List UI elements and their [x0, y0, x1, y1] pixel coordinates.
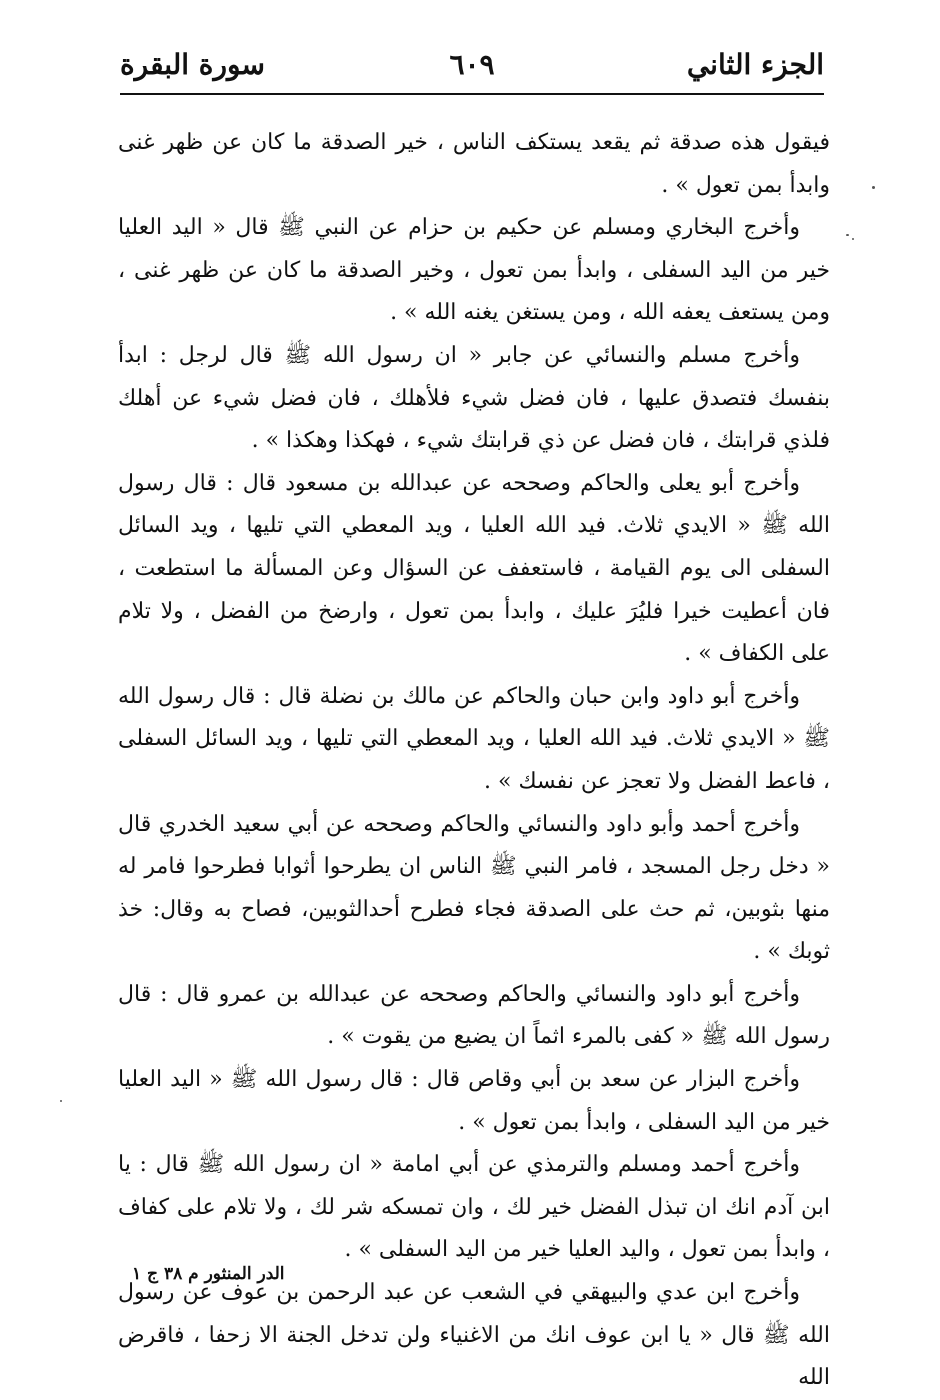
scan-speck: [846, 234, 849, 236]
paragraph: وأخرج أبو داود وابن حبان والحاكم عن مالك بن نضلة قال : قال رسول الله ﷺ « الايدي ثلاث. فيد الله العليا ، ويد المعطي التي تليها ، ويد السائل السفلى ، فاعط الفضل ولا تعجز عن نفسك » .: [118, 683, 830, 794]
header-divider: [120, 93, 824, 95]
paragraph: وأخرج أبو يعلى والحاكم وصححه عن عبدالله بن مسعود قال : قال رسول الله ﷺ « الايدي ثلاث. فيد الله العليا ، ويد المعطي التي تليها ، ويد السائل السفلى الى يوم القيامة ، فاستعفف عن السؤال وعن المسألة ما استطعت ، فان أعطيت خيرا فليُرَ عليك ، وابدأ بمن تعول ، وارضخ من الفضل ، ولا تلام على الكفاف » .: [118, 470, 830, 667]
scan-speck: [60, 1100, 62, 1102]
surah-title: سورة البقرة: [120, 48, 265, 81]
paragraph: وأخرج البزار عن سعد بن أبي وقاص قال : قال رسول الله ﷺ « اليد العليا خير من اليد السفلى ، وابدأ بمن تعول » .: [118, 1067, 830, 1135]
body-text: [118, 122, 830, 1400]
paragraph: وأخرج البخاري ومسلم عن حكيم بن حزام عن النبي ﷺ قال « اليد العليا خير من اليد السفلى ، وابدأ بمن تعول ، وخير الصدقة ما كان عن ظهر غنى ، ومن يستعف يعفه الله ، ومن يستغن يغنه الله » .: [118, 215, 830, 326]
paragraph: وأخرج مسلم والنسائي عن جابر « ان رسول الله ﷺ قال لرجل : ابدأ بنفسك فتصدق عليها ، فان فضل شيء فلأهلك ، فان فضل شيء عن أهلك فلذي قرابتك ، فان فضل عن ذي قرابتك شيء ، فهكذا وهكذا » .: [118, 342, 830, 454]
paragraph: وأخرج أحمد وأبو داود والنسائي والحاكم وصححه عن أبي سعيد الخدري قال « دخل رجل المسجد ، فامر النبي ﷺ الناس ان يطرحوا أثوابا فطرحوا فامر له منها بثوبين، ثم حث على الصدقة فجاء فطرح أحدالثوبين، فصاح به وقال: خذ ثوبك » .: [118, 811, 830, 965]
page-header: [120, 48, 824, 88]
paragraph: وأخرج أحمد ومسلم والترمذي عن أبي امامة « ان رسول الله ﷺ قال : يا ابن آدم انك ان تبذل الفضل خير لك ، وان تمسكه شر لك ، ولا تلام على كفاف ، وابدأ بمن تعول ، واليد العليا خير من اليد السفلى » .: [118, 1152, 830, 1263]
page-number: ٦٠٩: [449, 48, 495, 81]
paragraph: وأخرج ابن عدي والبيهقي في الشعب عن عبد الرحمن بن عوف عن رسول الله ﷺ قال « يا ابن عوف انك من الاغنياء ولن تدخل الجنة الا زحفا ، فاقرض الله: [118, 1280, 830, 1391]
paragraph: وأخرج أبو داود والنسائي والحاكم وصححه عن عبدالله بن عمرو قال : قال رسول الله ﷺ « كفى بالمرء اثماً ان يضيع من يقوت » .: [118, 981, 830, 1050]
part-title: الجزء الثاني: [686, 48, 824, 81]
scan-speck: [872, 186, 875, 189]
footnote-signature: الدر المنثور م ٣٨ ج ١: [132, 1264, 285, 1284]
paragraph: فيقول هذه صدقة ثم يقعد يستكف الناس ، خير الصدقة ما كان عن ظهر غنى وابدأ بمن تعول » .: [118, 130, 830, 198]
scan-speck: [852, 238, 854, 240]
